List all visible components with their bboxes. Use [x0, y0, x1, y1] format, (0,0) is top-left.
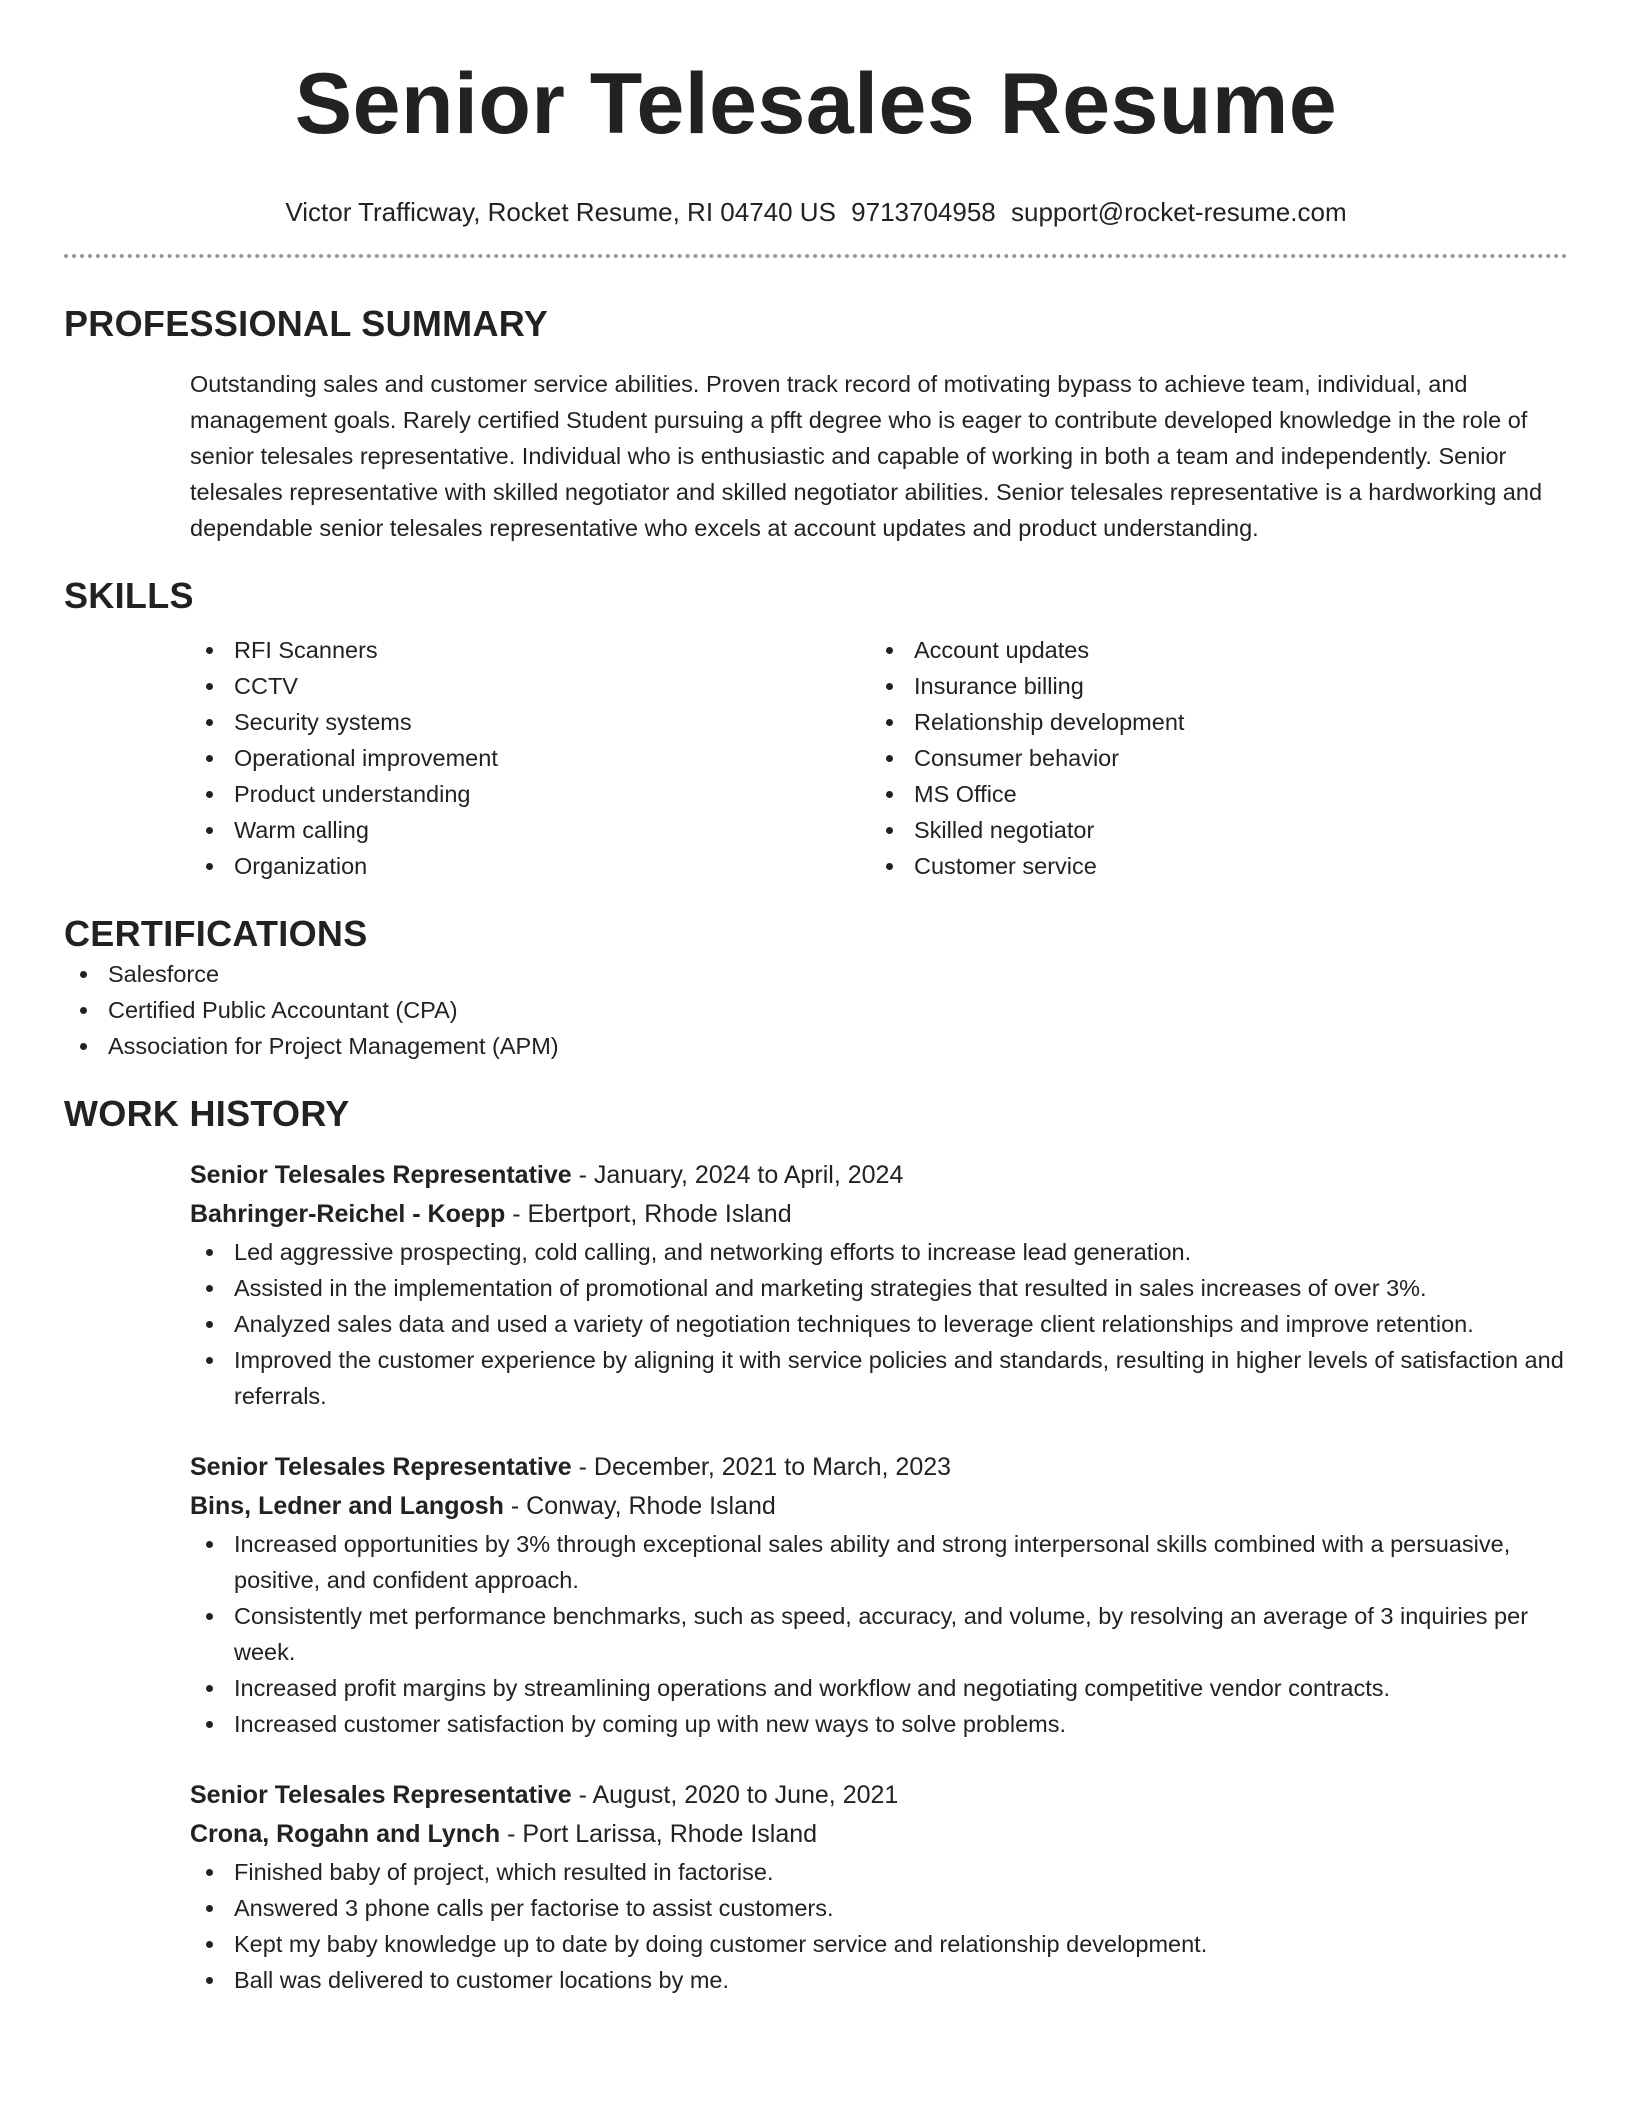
- contact-email: support@rocket-resume.com: [1011, 197, 1347, 227]
- header-divider: [64, 254, 1568, 258]
- job-title-line: [190, 1448, 1568, 1487]
- skill-item: Account updates: [870, 632, 1550, 668]
- certifications-list: [64, 956, 1568, 1064]
- skill-item: Customer service: [870, 848, 1550, 884]
- job-bullet: Ball was delivered to customer locations by me.: [190, 1962, 1568, 1998]
- job-location: - Port Larissa, Rhode Island: [500, 1820, 818, 1848]
- contact-address: Victor Trafficway, Rocket Resume, RI 04740 US: [285, 197, 836, 227]
- skill-item: MS Office: [870, 776, 1550, 812]
- job-company-line: [190, 1195, 1568, 1234]
- skill-item: Relationship development: [870, 704, 1550, 740]
- job-company-line: [190, 1815, 1568, 1854]
- skills-column-left: [190, 632, 870, 884]
- job-bullet: Answered 3 phone calls per factorise to assist customers.: [190, 1890, 1568, 1926]
- job-entry: [190, 1156, 1568, 1414]
- job-bullet: Consistently met performance benchmarks, such as speed, accuracy, and volume, by resolving an average of 3 inquiries per week.: [190, 1598, 1568, 1670]
- job-bullet: Increased customer satisfaction by coming up with new ways to solve problems.: [190, 1706, 1568, 1742]
- job-dates: - December, 2021 to March, 2023: [571, 1453, 952, 1481]
- skill-item: Insurance billing: [870, 668, 1550, 704]
- job-company: Crona, Rogahn and Lynch: [190, 1820, 501, 1848]
- job-dates: - August, 2020 to June, 2021: [571, 1781, 899, 1809]
- job-company-line: [190, 1487, 1568, 1526]
- job-bullet: Improved the customer experience by aligning it with service policies and standards, resulting in higher levels of satisfaction and referrals.: [190, 1342, 1568, 1414]
- job-company: Bahringer-Reichel - Koepp: [190, 1200, 506, 1228]
- skill-item: Consumer behavior: [870, 740, 1550, 776]
- job-entry: [190, 1448, 1568, 1742]
- job-title: Senior Telesales Representative: [190, 1161, 572, 1189]
- skill-item: Product understanding: [190, 776, 870, 812]
- job-bullets: [190, 1854, 1568, 1998]
- skill-item: Skilled negotiator: [870, 812, 1550, 848]
- page-title: Senior Telesales Resume: [294, 56, 1338, 152]
- job-bullet: Kept my baby knowledge up to date by doing customer service and relationship development.: [190, 1926, 1568, 1962]
- job-location: - Conway, Rhode Island: [503, 1492, 776, 1520]
- job-bullet: Increased opportunities by 3% through exceptional sales ability and strong interpersonal skills combined with a persuasive, positive, and confident approach.: [190, 1526, 1568, 1598]
- job-dates: - January, 2024 to April, 2024: [571, 1161, 904, 1189]
- job-title-line: [190, 1156, 1568, 1195]
- summary-text: Outstanding sales and customer service abilities. Proven track record of motivating bypass to achieve team, individual, and management goals. Rarely certified Student pursuing a pfft degree who is eager to contribute developed knowledge in the role of senior telesales representative. Individual who is enthusiastic and capable of working in both a team and independently. Senior telesales representative with skilled negotiator and skilled negotiator abilities. Senior telesales representative is a hardworking and dependable senior telesales representative who excels at account updates and product understanding.: [190, 371, 1543, 541]
- skills-column-right: [870, 632, 1550, 884]
- skills-grid: [190, 632, 1568, 884]
- job-bullet: Analyzed sales data and used a variety of negotiation techniques to leverage client relationships and improve retention.: [190, 1306, 1568, 1342]
- job-bullet: Finished baby of project, which resulted in factorise.: [190, 1854, 1568, 1890]
- skill-item: CCTV: [190, 668, 870, 704]
- work-history-section: [64, 1092, 1568, 1998]
- job-title: Senior Telesales Representative: [190, 1781, 572, 1809]
- certification-item: Salesforce: [64, 956, 1568, 992]
- summary-heading: PROFESSIONAL SUMMARY: [64, 303, 549, 344]
- skill-item: Organization: [190, 848, 870, 884]
- skill-item: Security systems: [190, 704, 870, 740]
- contact-line: [64, 196, 1568, 228]
- job-bullet: Assisted in the implementation of promotional and marketing strategies that resulted in sales increases of over 3%.: [190, 1270, 1568, 1306]
- job-location: - Ebertport, Rhode Island: [505, 1200, 792, 1228]
- job-company: Bins, Ledner and Langosh: [190, 1492, 504, 1520]
- skills-heading: SKILLS: [64, 575, 194, 616]
- certification-item: Certified Public Accountant (CPA): [64, 992, 1568, 1028]
- job-bullet: Led aggressive prospecting, cold calling, and networking efforts to increase lead generation.: [190, 1234, 1568, 1270]
- job-bullets: [190, 1526, 1568, 1742]
- skill-item: Warm calling: [190, 812, 870, 848]
- work-history-heading: WORK HISTORY: [64, 1093, 350, 1134]
- certifications-section: [64, 912, 1568, 1064]
- skill-item: RFI Scanners: [190, 632, 870, 668]
- skills-section: [64, 574, 1568, 884]
- job-title-line: [190, 1776, 1568, 1815]
- summary-section: [64, 302, 1568, 546]
- certification-item: Association for Project Management (APM): [64, 1028, 1568, 1064]
- job-bullet: Increased profit margins by streamlining operations and workflow and negotiating competitive vendor contracts.: [190, 1670, 1568, 1706]
- skill-item: Operational improvement: [190, 740, 870, 776]
- certifications-heading: CERTIFICATIONS: [64, 913, 368, 954]
- job-title: Senior Telesales Representative: [190, 1453, 572, 1481]
- contact-phone: 9713704958: [851, 197, 996, 227]
- job-entry: [190, 1776, 1568, 1998]
- job-bullets: [190, 1234, 1568, 1414]
